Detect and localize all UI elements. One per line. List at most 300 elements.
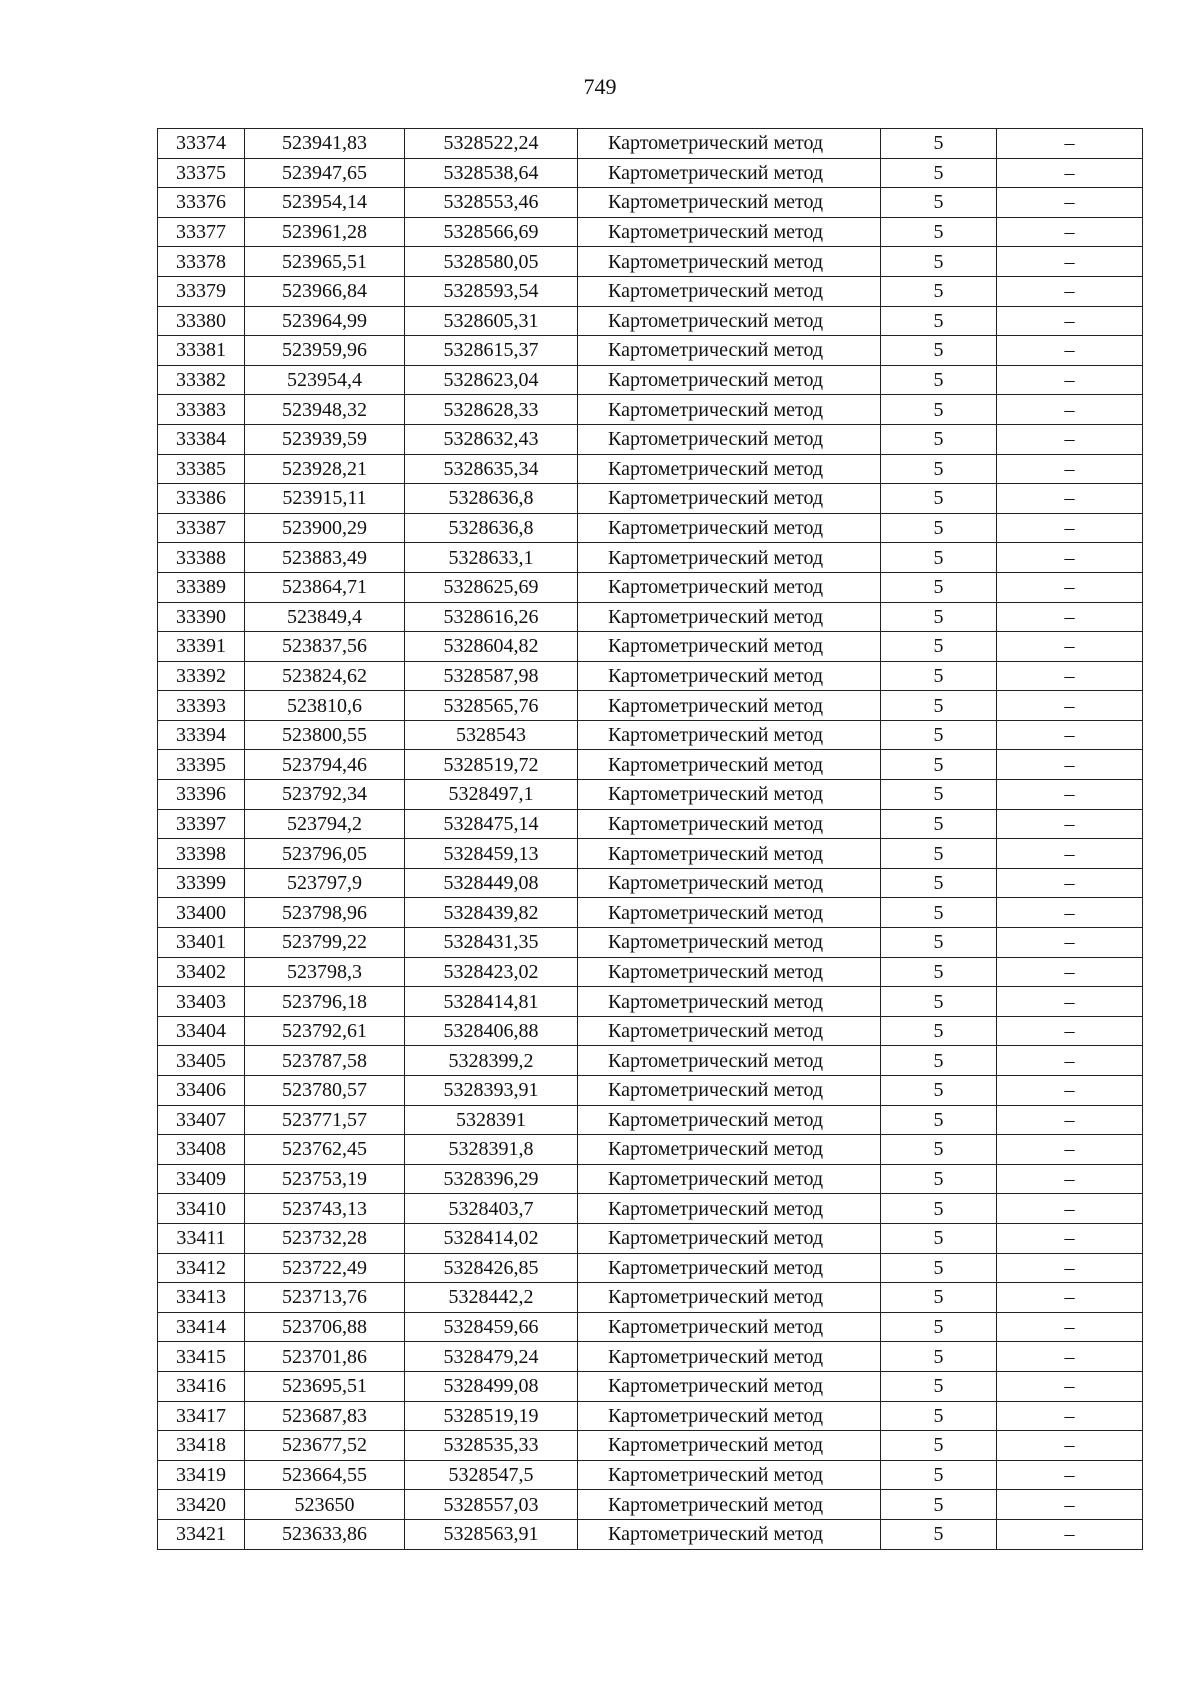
precision-cell: 5 — [881, 720, 997, 750]
table-row — [158, 1490, 1143, 1520]
table-row — [158, 987, 1143, 1017]
y-coordinate-cell: 5328414,02 — [405, 1223, 578, 1253]
precision-cell: 5 — [881, 276, 997, 306]
point-number-cell: 33421 — [158, 1519, 245, 1549]
x-coordinate-cell: 523792,34 — [245, 780, 405, 810]
dash-cell: – — [997, 928, 1143, 958]
method-cell: Картометрический метод — [578, 1460, 881, 1490]
point-number-cell: 33417 — [158, 1401, 245, 1431]
precision-cell: 5 — [881, 424, 997, 454]
dash-cell: – — [997, 129, 1143, 159]
precision-cell: 5 — [881, 1164, 997, 1194]
point-number-cell: 33384 — [158, 424, 245, 454]
precision-cell: 5 — [881, 484, 997, 514]
method-cell: Картометрический метод — [578, 1253, 881, 1283]
precision-cell: 5 — [881, 158, 997, 188]
point-number-cell: 33392 — [158, 661, 245, 691]
point-number-cell: 33398 — [158, 839, 245, 869]
x-coordinate-cell: 523796,18 — [245, 987, 405, 1017]
precision-cell: 5 — [881, 1253, 997, 1283]
y-coordinate-cell: 5328635,34 — [405, 454, 578, 484]
point-number-cell: 33406 — [158, 1076, 245, 1106]
method-cell: Картометрический метод — [578, 1016, 881, 1046]
y-coordinate-cell: 5328459,66 — [405, 1312, 578, 1342]
x-coordinate-cell: 523664,55 — [245, 1460, 405, 1490]
x-coordinate-cell: 523941,83 — [245, 129, 405, 159]
method-cell: Картометрический метод — [578, 1283, 881, 1313]
x-coordinate-cell: 523771,57 — [245, 1105, 405, 1135]
x-coordinate-cell: 523796,05 — [245, 839, 405, 869]
method-cell: Картометрический метод — [578, 898, 881, 928]
precision-cell: 5 — [881, 365, 997, 395]
dash-cell: – — [997, 957, 1143, 987]
dash-cell: – — [997, 632, 1143, 662]
y-coordinate-cell: 5328633,1 — [405, 543, 578, 573]
x-coordinate-cell: 523928,21 — [245, 454, 405, 484]
method-cell: Картометрический метод — [578, 484, 881, 514]
dash-cell: – — [997, 1164, 1143, 1194]
method-cell: Картометрический метод — [578, 1312, 881, 1342]
point-number-cell: 33395 — [158, 750, 245, 780]
x-coordinate-cell: 523794,46 — [245, 750, 405, 780]
table-row — [158, 572, 1143, 602]
table-row — [158, 1016, 1143, 1046]
table-row — [158, 1105, 1143, 1135]
y-coordinate-cell: 5328522,24 — [405, 129, 578, 159]
y-coordinate-cell: 5328393,91 — [405, 1076, 578, 1106]
dash-cell: – — [997, 247, 1143, 277]
method-cell: Картометрический метод — [578, 809, 881, 839]
method-cell: Картометрический метод — [578, 1401, 881, 1431]
precision-cell: 5 — [881, 247, 997, 277]
dash-cell: – — [997, 1223, 1143, 1253]
method-cell: Картометрический метод — [578, 632, 881, 662]
x-coordinate-cell: 523799,22 — [245, 928, 405, 958]
method-cell: Картометрический метод — [578, 247, 881, 277]
table-row — [158, 957, 1143, 987]
dash-cell: – — [997, 1312, 1143, 1342]
dash-cell: – — [997, 424, 1143, 454]
x-coordinate-cell: 523948,32 — [245, 395, 405, 425]
dash-cell: – — [997, 276, 1143, 306]
table-row — [158, 1076, 1143, 1106]
point-number-cell: 33388 — [158, 543, 245, 573]
precision-cell: 5 — [881, 1105, 997, 1135]
method-cell: Картометрический метод — [578, 1342, 881, 1372]
dash-cell: – — [997, 1342, 1143, 1372]
precision-cell: 5 — [881, 987, 997, 1017]
y-coordinate-cell: 5328519,19 — [405, 1401, 578, 1431]
precision-cell: 5 — [881, 602, 997, 632]
precision-cell: 5 — [881, 1016, 997, 1046]
y-coordinate-cell: 5328587,98 — [405, 661, 578, 691]
dash-cell: – — [997, 1135, 1143, 1165]
precision-cell: 5 — [881, 750, 997, 780]
x-coordinate-cell: 523824,62 — [245, 661, 405, 691]
dash-cell: – — [997, 1283, 1143, 1313]
method-cell: Картометрический метод — [578, 1164, 881, 1194]
page-number: 749 — [583, 74, 617, 99]
x-coordinate-cell: 523687,83 — [245, 1401, 405, 1431]
point-number-cell: 33415 — [158, 1342, 245, 1372]
x-coordinate-cell: 523900,29 — [245, 513, 405, 543]
table-row — [158, 691, 1143, 721]
method-cell: Картометрический метод — [578, 454, 881, 484]
table-row — [158, 395, 1143, 425]
dash-cell: – — [997, 217, 1143, 247]
y-coordinate-cell: 5328391 — [405, 1105, 578, 1135]
point-number-cell: 33402 — [158, 957, 245, 987]
y-coordinate-cell: 5328459,13 — [405, 839, 578, 869]
dash-cell: – — [997, 513, 1143, 543]
y-coordinate-cell: 5328431,35 — [405, 928, 578, 958]
precision-cell: 5 — [881, 809, 997, 839]
table-row — [158, 1164, 1143, 1194]
table-row — [158, 276, 1143, 306]
precision-cell: 5 — [881, 1076, 997, 1106]
point-number-cell: 33407 — [158, 1105, 245, 1135]
table-row — [158, 720, 1143, 750]
dash-cell: – — [997, 1519, 1143, 1549]
point-number-cell: 33381 — [158, 336, 245, 366]
y-coordinate-cell: 5328426,85 — [405, 1253, 578, 1283]
point-number-cell: 33390 — [158, 602, 245, 632]
y-coordinate-cell: 5328423,02 — [405, 957, 578, 987]
method-cell: Картометрический метод — [578, 365, 881, 395]
table-row — [158, 750, 1143, 780]
precision-cell: 5 — [881, 395, 997, 425]
y-coordinate-cell: 5328557,03 — [405, 1490, 578, 1520]
point-number-cell: 33378 — [158, 247, 245, 277]
point-number-cell: 33411 — [158, 1223, 245, 1253]
dash-cell: – — [997, 898, 1143, 928]
dash-cell: – — [997, 839, 1143, 869]
x-coordinate-cell: 523800,55 — [245, 720, 405, 750]
table-row — [158, 365, 1143, 395]
point-number-cell: 33401 — [158, 928, 245, 958]
table-row — [158, 247, 1143, 277]
x-coordinate-cell: 523947,65 — [245, 158, 405, 188]
point-number-cell: 33397 — [158, 809, 245, 839]
precision-cell: 5 — [881, 306, 997, 336]
y-coordinate-cell: 5328616,26 — [405, 602, 578, 632]
precision-cell: 5 — [881, 217, 997, 247]
dash-cell: – — [997, 1076, 1143, 1106]
method-cell: Картометрический метод — [578, 572, 881, 602]
dash-cell: – — [997, 987, 1143, 1017]
y-coordinate-cell: 5328623,04 — [405, 365, 578, 395]
point-number-cell: 33410 — [158, 1194, 245, 1224]
y-coordinate-cell: 5328449,08 — [405, 868, 578, 898]
y-coordinate-cell: 5328439,82 — [405, 898, 578, 928]
point-number-cell: 33408 — [158, 1135, 245, 1165]
dash-cell: – — [997, 158, 1143, 188]
method-cell: Картометрический метод — [578, 1223, 881, 1253]
y-coordinate-cell: 5328519,72 — [405, 750, 578, 780]
point-number-cell: 33389 — [158, 572, 245, 602]
dash-cell: – — [997, 602, 1143, 632]
table-row — [158, 780, 1143, 810]
dash-cell: – — [997, 1253, 1143, 1283]
y-coordinate-cell: 5328565,76 — [405, 691, 578, 721]
x-coordinate-cell: 523743,13 — [245, 1194, 405, 1224]
x-coordinate-cell: 523701,86 — [245, 1342, 405, 1372]
y-coordinate-cell: 5328497,1 — [405, 780, 578, 810]
y-coordinate-cell: 5328535,33 — [405, 1431, 578, 1461]
table-row — [158, 809, 1143, 839]
x-coordinate-cell: 523798,3 — [245, 957, 405, 987]
table-row — [158, 661, 1143, 691]
x-coordinate-cell: 523732,28 — [245, 1223, 405, 1253]
table-row — [158, 513, 1143, 543]
table-row — [158, 543, 1143, 573]
point-number-cell: 33377 — [158, 217, 245, 247]
x-coordinate-cell: 523849,4 — [245, 602, 405, 632]
point-number-cell: 33379 — [158, 276, 245, 306]
table-row — [158, 454, 1143, 484]
dash-cell: – — [997, 1105, 1143, 1135]
table-row — [158, 1312, 1143, 1342]
x-coordinate-cell: 523954,4 — [245, 365, 405, 395]
point-number-cell: 33409 — [158, 1164, 245, 1194]
point-number-cell: 33375 — [158, 158, 245, 188]
dash-cell: – — [997, 1490, 1143, 1520]
x-coordinate-cell: 523954,14 — [245, 188, 405, 218]
x-coordinate-cell: 523939,59 — [245, 424, 405, 454]
x-coordinate-cell: 523797,9 — [245, 868, 405, 898]
table-row — [158, 1401, 1143, 1431]
precision-cell: 5 — [881, 1519, 997, 1549]
table-row — [158, 1253, 1143, 1283]
method-cell: Картометрический метод — [578, 306, 881, 336]
point-number-cell: 33412 — [158, 1253, 245, 1283]
precision-cell: 5 — [881, 868, 997, 898]
precision-cell: 5 — [881, 839, 997, 869]
dash-cell: – — [997, 484, 1143, 514]
dash-cell: – — [997, 306, 1143, 336]
y-coordinate-cell: 5328414,81 — [405, 987, 578, 1017]
y-coordinate-cell: 5328391,8 — [405, 1135, 578, 1165]
method-cell: Картометрический метод — [578, 780, 881, 810]
precision-cell: 5 — [881, 1223, 997, 1253]
table-row — [158, 1371, 1143, 1401]
method-cell: Картометрический метод — [578, 750, 881, 780]
precision-cell: 5 — [881, 780, 997, 810]
precision-cell: 5 — [881, 543, 997, 573]
method-cell: Картометрический метод — [578, 691, 881, 721]
point-number-cell: 33376 — [158, 188, 245, 218]
method-cell: Картометрический метод — [578, 602, 881, 632]
y-coordinate-cell: 5328580,05 — [405, 247, 578, 277]
dash-cell: – — [997, 691, 1143, 721]
method-cell: Картометрический метод — [578, 1431, 881, 1461]
table-row — [158, 1046, 1143, 1076]
table-row — [158, 217, 1143, 247]
dash-cell: – — [997, 750, 1143, 780]
table-row — [158, 1283, 1143, 1313]
point-number-cell: 33405 — [158, 1046, 245, 1076]
dash-cell: – — [997, 1194, 1143, 1224]
table-row — [158, 1194, 1143, 1224]
x-coordinate-cell: 523794,2 — [245, 809, 405, 839]
dash-cell: – — [997, 572, 1143, 602]
precision-cell: 5 — [881, 1135, 997, 1165]
method-cell: Картометрический метод — [578, 720, 881, 750]
coordinates-table-body — [158, 129, 1143, 1550]
precision-cell: 5 — [881, 1371, 997, 1401]
method-cell: Картометрический метод — [578, 928, 881, 958]
x-coordinate-cell: 523810,6 — [245, 691, 405, 721]
y-coordinate-cell: 5328403,7 — [405, 1194, 578, 1224]
point-number-cell: 33404 — [158, 1016, 245, 1046]
precision-cell: 5 — [881, 1342, 997, 1372]
x-coordinate-cell: 523798,96 — [245, 898, 405, 928]
point-number-cell: 33394 — [158, 720, 245, 750]
x-coordinate-cell: 523883,49 — [245, 543, 405, 573]
method-cell: Картометрический метод — [578, 1490, 881, 1520]
x-coordinate-cell: 523864,71 — [245, 572, 405, 602]
precision-cell: 5 — [881, 1401, 997, 1431]
dash-cell: – — [997, 365, 1143, 395]
dash-cell: – — [997, 543, 1143, 573]
x-coordinate-cell: 523964,99 — [245, 306, 405, 336]
dash-cell: – — [997, 1401, 1143, 1431]
method-cell: Картометрический метод — [578, 661, 881, 691]
point-number-cell: 33414 — [158, 1312, 245, 1342]
precision-cell: 5 — [881, 632, 997, 662]
method-cell: Картометрический метод — [578, 158, 881, 188]
table-row — [158, 424, 1143, 454]
table-row — [158, 1223, 1143, 1253]
table-row — [158, 1135, 1143, 1165]
point-number-cell: 33418 — [158, 1431, 245, 1461]
y-coordinate-cell: 5328636,8 — [405, 513, 578, 543]
y-coordinate-cell: 5328636,8 — [405, 484, 578, 514]
dash-cell: – — [997, 809, 1143, 839]
table-row — [158, 632, 1143, 662]
y-coordinate-cell: 5328547,5 — [405, 1460, 578, 1490]
y-coordinate-cell: 5328406,88 — [405, 1016, 578, 1046]
x-coordinate-cell: 523762,45 — [245, 1135, 405, 1165]
y-coordinate-cell: 5328604,82 — [405, 632, 578, 662]
precision-cell: 5 — [881, 513, 997, 543]
precision-cell: 5 — [881, 1460, 997, 1490]
dash-cell: – — [997, 1046, 1143, 1076]
method-cell: Картометрический метод — [578, 129, 881, 159]
point-number-cell: 33419 — [158, 1460, 245, 1490]
table-row — [158, 839, 1143, 869]
y-coordinate-cell: 5328593,54 — [405, 276, 578, 306]
point-number-cell: 33380 — [158, 306, 245, 336]
table-row — [158, 484, 1143, 514]
table-row — [158, 602, 1143, 632]
y-coordinate-cell: 5328499,08 — [405, 1371, 578, 1401]
method-cell: Картометрический метод — [578, 1519, 881, 1549]
x-coordinate-cell: 523959,96 — [245, 336, 405, 366]
dash-cell: – — [997, 1431, 1143, 1461]
y-coordinate-cell: 5328396,29 — [405, 1164, 578, 1194]
method-cell: Картометрический метод — [578, 1105, 881, 1135]
method-cell: Картометрический метод — [578, 276, 881, 306]
table-row — [158, 158, 1143, 188]
y-coordinate-cell: 5328475,14 — [405, 809, 578, 839]
precision-cell: 5 — [881, 1283, 997, 1313]
x-coordinate-cell: 523706,88 — [245, 1312, 405, 1342]
method-cell: Картометрический метод — [578, 1135, 881, 1165]
point-number-cell: 33416 — [158, 1371, 245, 1401]
method-cell: Картометрический метод — [578, 424, 881, 454]
x-coordinate-cell: 523966,84 — [245, 276, 405, 306]
table-row — [158, 868, 1143, 898]
y-coordinate-cell: 5328543 — [405, 720, 578, 750]
y-coordinate-cell: 5328566,69 — [405, 217, 578, 247]
dash-cell: – — [997, 1460, 1143, 1490]
x-coordinate-cell: 523780,57 — [245, 1076, 405, 1106]
point-number-cell: 33393 — [158, 691, 245, 721]
y-coordinate-cell: 5328553,46 — [405, 188, 578, 218]
y-coordinate-cell: 5328615,37 — [405, 336, 578, 366]
precision-cell: 5 — [881, 572, 997, 602]
precision-cell: 5 — [881, 898, 997, 928]
x-coordinate-cell: 523787,58 — [245, 1046, 405, 1076]
x-coordinate-cell: 523677,52 — [245, 1431, 405, 1461]
y-coordinate-cell: 5328628,33 — [405, 395, 578, 425]
precision-cell: 5 — [881, 1490, 997, 1520]
precision-cell: 5 — [881, 957, 997, 987]
method-cell: Картометрический метод — [578, 543, 881, 573]
x-coordinate-cell: 523695,51 — [245, 1371, 405, 1401]
y-coordinate-cell: 5328538,64 — [405, 158, 578, 188]
dash-cell: – — [997, 1016, 1143, 1046]
coordinates-table — [157, 128, 1143, 1550]
method-cell: Картометрический метод — [578, 1194, 881, 1224]
table-row — [158, 1431, 1143, 1461]
x-coordinate-cell: 523633,86 — [245, 1519, 405, 1549]
dash-cell: – — [997, 395, 1143, 425]
method-cell: Картометрический метод — [578, 217, 881, 247]
point-number-cell: 33385 — [158, 454, 245, 484]
method-cell: Картометрический метод — [578, 1076, 881, 1106]
table-row — [158, 306, 1143, 336]
precision-cell: 5 — [881, 129, 997, 159]
method-cell: Картометрический метод — [578, 1046, 881, 1076]
dash-cell: – — [997, 661, 1143, 691]
method-cell: Картометрический метод — [578, 839, 881, 869]
table-row — [158, 1519, 1143, 1549]
precision-cell: 5 — [881, 1046, 997, 1076]
precision-cell: 5 — [881, 336, 997, 366]
method-cell: Картометрический метод — [578, 513, 881, 543]
x-coordinate-cell: 523650 — [245, 1490, 405, 1520]
x-coordinate-cell: 523837,56 — [245, 632, 405, 662]
table-row — [158, 898, 1143, 928]
table-row — [158, 928, 1143, 958]
point-number-cell: 33400 — [158, 898, 245, 928]
point-number-cell: 33374 — [158, 129, 245, 159]
x-coordinate-cell: 523915,11 — [245, 484, 405, 514]
precision-cell: 5 — [881, 928, 997, 958]
x-coordinate-cell: 523792,61 — [245, 1016, 405, 1046]
precision-cell: 5 — [881, 1312, 997, 1342]
precision-cell: 5 — [881, 454, 997, 484]
dash-cell: – — [997, 720, 1143, 750]
method-cell: Картометрический метод — [578, 868, 881, 898]
x-coordinate-cell: 523722,49 — [245, 1253, 405, 1283]
precision-cell: 5 — [881, 1194, 997, 1224]
y-coordinate-cell: 5328605,31 — [405, 306, 578, 336]
point-number-cell: 33383 — [158, 395, 245, 425]
x-coordinate-cell: 523713,76 — [245, 1283, 405, 1313]
